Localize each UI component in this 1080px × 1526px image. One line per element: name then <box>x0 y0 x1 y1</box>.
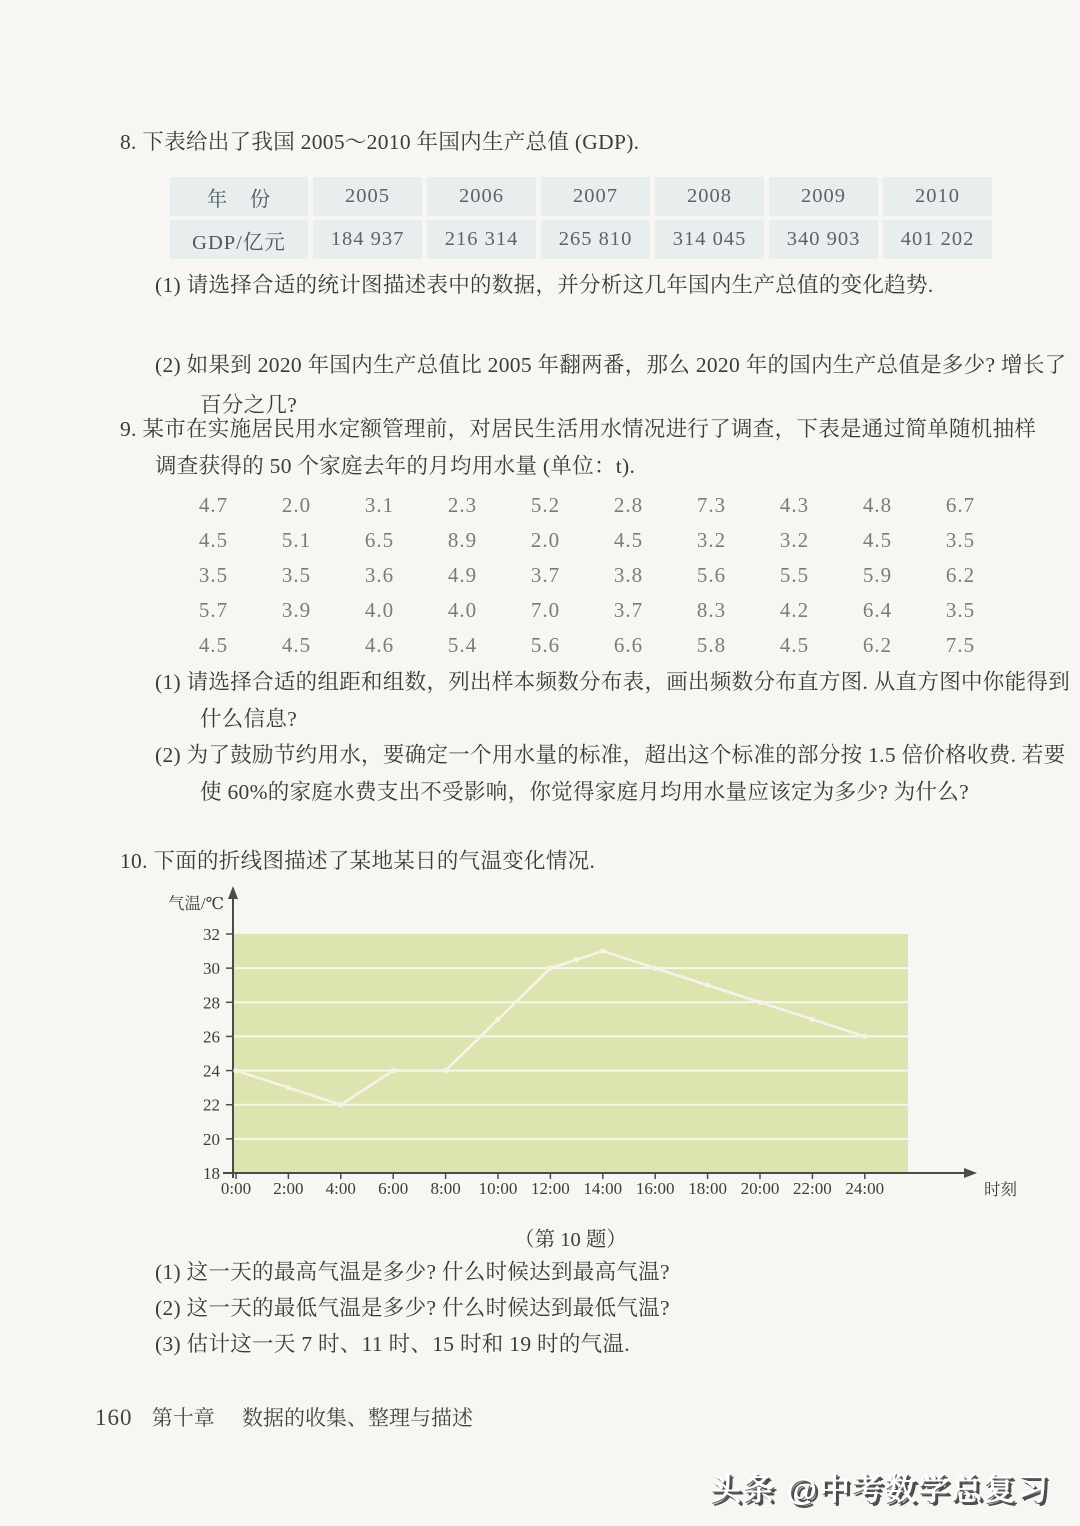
x-tick-label: 22:00 <box>793 1179 832 1198</box>
temperature-chart <box>160 882 1060 1212</box>
water-value: 2.8 <box>613 493 644 517</box>
table-cell: 216 314 <box>427 220 536 259</box>
table-row-label: GDP/亿元 <box>170 220 308 259</box>
table-cell: 401 202 <box>883 220 992 259</box>
water-value: 3.5 <box>198 563 229 587</box>
page-number: 160 <box>95 1405 133 1430</box>
x-tick-label: 2:00 <box>273 1179 304 1198</box>
data-point <box>574 957 579 962</box>
water-value: 6.7 <box>945 493 976 517</box>
water-value: 6.2 <box>862 633 893 657</box>
water-value: 4.5 <box>198 528 229 552</box>
y-tick-label: 18 <box>203 1164 220 1183</box>
x-tick-label: 12:00 <box>531 1179 570 1198</box>
x-tick-label: 8:00 <box>430 1179 461 1198</box>
table-cell: 2005 <box>313 177 422 216</box>
water-value: 4.9 <box>447 563 478 587</box>
water-value: 3.7 <box>530 563 561 587</box>
data-point <box>548 965 553 970</box>
water-value: 5.4 <box>447 633 478 657</box>
water-value: 4.0 <box>364 598 395 622</box>
water-value: 7.5 <box>945 633 976 657</box>
water-value: 3.5 <box>945 598 976 622</box>
water-value: 5.1 <box>281 528 312 552</box>
table-cell: 340 903 <box>769 220 878 259</box>
water-data-grid <box>172 488 1002 663</box>
water-value: 8.9 <box>447 528 478 552</box>
problem10-question1: (1) 这一天的最高气温是多少? 什么时候达到最高气温? <box>155 1260 670 1284</box>
data-point <box>705 983 710 988</box>
water-value: 5.2 <box>530 493 561 517</box>
y-tick-label: 28 <box>203 993 220 1013</box>
x-tick-label: 20:00 <box>740 1179 780 1198</box>
data-point <box>338 1102 343 1107</box>
data-point <box>443 1068 448 1073</box>
data-point <box>495 1017 500 1022</box>
water-value: 5.9 <box>862 563 893 587</box>
table-cell: 184 937 <box>313 220 422 259</box>
water-value: 2.3 <box>447 493 478 517</box>
water-value: 7.3 <box>696 493 727 517</box>
water-value: 3.2 <box>696 528 727 552</box>
water-value: 3.5 <box>945 528 976 552</box>
table-cell: 314 045 <box>655 220 764 259</box>
y-tick-label: 32 <box>203 925 220 944</box>
water-value: 5.7 <box>198 598 229 622</box>
y-axis-arrow <box>228 886 238 899</box>
x-tick-label: 16:00 <box>635 1179 675 1198</box>
problem8-question1: (1) 请选择合适的统计图描述表中的数据，并分析这几年国内生产总值的变化趋势. <box>155 273 934 297</box>
problem9-question1: (1) 请选择合适的组距和组数，列出样本频数分布表，画出频数分布直方图. 从直方图中你能得到什么信息? <box>155 670 1070 731</box>
water-value: 3.5 <box>281 563 312 587</box>
problem8-question2: (2) 如果到 2020 年国内生产总值比 2005 年翻两番，那么 2020 年的国内生产总值是多少? 增长了百分之几? <box>155 353 1067 417</box>
y-tick-label: 30 <box>203 959 220 979</box>
water-value: 4.5 <box>613 528 644 552</box>
x-axis-arrow <box>964 1168 977 1178</box>
water-value: 3.6 <box>364 563 395 587</box>
problem8-statement: 8. 下表给出了我国 2005～2010 年国内生产总值 (GDP). <box>120 130 640 154</box>
data-point <box>391 1068 396 1073</box>
water-value: 6.2 <box>945 563 976 587</box>
water-value: 3.2 <box>779 528 810 552</box>
problem9-statement: 9. 某市在实施居民用水定额管理前，对居民生活用水情况进行了调查，下表是通过简单随机抽样调查获得的 50 个家庭去年的月均用水量 (单位：t). <box>120 417 1037 478</box>
x-tick-label: 24:00 <box>845 1179 885 1198</box>
water-value: 3.7 <box>613 598 644 622</box>
water-value: 8.3 <box>696 598 727 622</box>
water-value: 3.8 <box>613 563 644 587</box>
water-value: 4.5 <box>281 633 312 657</box>
page-footer <box>95 1404 473 1432</box>
data-point <box>233 1068 238 1073</box>
water-value: 4.2 <box>779 598 810 622</box>
water-value: 6.4 <box>862 598 893 622</box>
table-cell: 2008 <box>655 177 764 216</box>
y-tick-label: 24 <box>203 1061 220 1081</box>
water-value: 3.1 <box>364 493 395 517</box>
y-tick-label: 20 <box>203 1129 220 1149</box>
water-value: 4.7 <box>198 493 229 517</box>
water-value: 4.0 <box>447 598 478 622</box>
water-value: 6.6 <box>613 633 644 657</box>
y-axis-title: 气温/℃ <box>168 894 225 913</box>
x-tick-label: 10:00 <box>478 1179 518 1198</box>
water-value: 5.6 <box>696 563 727 587</box>
x-axis-title: 时刻 <box>984 1180 1017 1199</box>
temperature-chart-container <box>160 882 1060 1212</box>
y-tick-label: 22 <box>203 1095 220 1115</box>
water-value: 4.5 <box>779 633 810 657</box>
table-cell: 2010 <box>883 177 992 216</box>
water-value: 4.5 <box>862 528 893 552</box>
water-value: 7.0 <box>530 598 561 622</box>
x-tick-label: 4:00 <box>325 1179 356 1198</box>
x-tick-label: 18:00 <box>688 1179 727 1198</box>
water-value: 2.0 <box>281 493 312 517</box>
chapter-label: 第十章 <box>151 1406 215 1430</box>
problem10-question3: (3) 估计这一天 7 时、11 时、15 时和 19 时的气温. <box>155 1332 630 1356</box>
gdp-table <box>170 177 992 259</box>
water-value: 6.5 <box>364 528 395 552</box>
data-point <box>653 965 658 970</box>
problem10-question2: (2) 这一天的最低气温是多少? 什么时候达到最低气温? <box>155 1296 670 1320</box>
water-value: 4.8 <box>862 493 893 517</box>
table-cell: 2009 <box>769 177 878 216</box>
chapter-title: 数据的收集、整理与描述 <box>242 1406 473 1430</box>
problem10-questions <box>155 1254 1035 1362</box>
water-value: 4.5 <box>198 633 229 657</box>
water-value: 2.0 <box>530 528 561 552</box>
data-point <box>862 1034 867 1039</box>
figure-caption: （第 10 题） <box>514 1229 627 1251</box>
x-tick-label: 14:00 <box>583 1179 623 1198</box>
plot-area <box>234 934 908 1173</box>
data-point <box>810 1017 815 1022</box>
table-row-label: 年 份 <box>170 177 308 216</box>
water-value: 3.9 <box>281 598 312 622</box>
x-tick-label: 0:00 <box>220 1179 252 1198</box>
watermark: 头条 @中考数学总复习 <box>710 1472 1050 1507</box>
water-value: 4.3 <box>779 493 810 517</box>
data-point <box>757 1000 762 1005</box>
water-value: 5.5 <box>779 563 810 587</box>
water-value: 5.6 <box>530 633 561 657</box>
problem10-statement: 10. 下面的折线图描述了某地某日的气温变化情况. <box>120 849 596 873</box>
table-cell: 2007 <box>541 177 650 216</box>
water-value: 5.8 <box>696 633 727 657</box>
x-tick-label: 6:00 <box>378 1179 409 1198</box>
data-point <box>600 948 605 953</box>
table-cell: 265 810 <box>541 220 650 259</box>
water-value: 4.6 <box>364 633 395 657</box>
table-cell: 2006 <box>427 177 536 216</box>
problem9-question2: (2) 为了鼓励节约用水，要确定一个用水量的标准，超出这个标准的部分按 1.5 倍价格收费. 若要使 60%的家庭水费支出不受影响，你觉得家庭月均用水量应该定为多少? 为什么? <box>155 743 1066 804</box>
y-tick-label: 26 <box>203 1027 220 1047</box>
data-point <box>286 1085 291 1090</box>
